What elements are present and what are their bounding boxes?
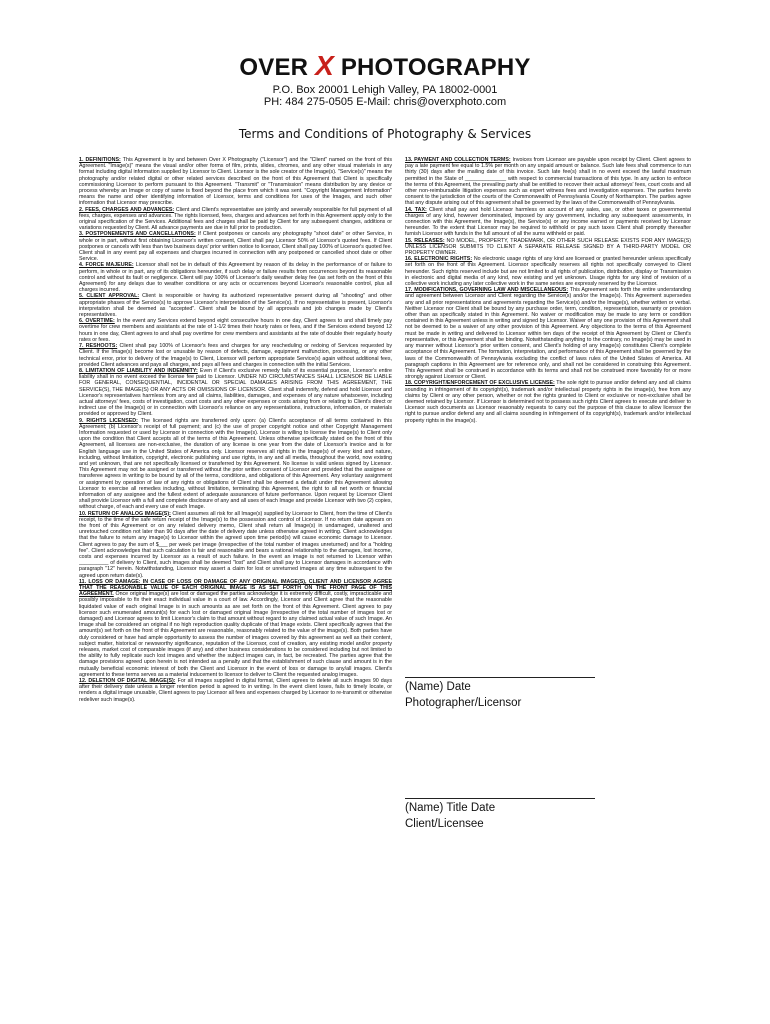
term-heading: 14. TAX:: [405, 206, 427, 213]
term-heading: 5. CLIENT APPROVAL:: [79, 293, 140, 300]
term-heading: 13. PAYMENT AND COLLECTION TERMS:: [405, 157, 511, 163]
term-heading: 3. POSTPONEMENTS AND CANCELLATIONS:: [79, 231, 196, 238]
term-body: This Agreement is by and between Over X Photography ("Licensor") and the "Client" named on the front of this Agreement. "Image(s)" means the visual and/or other forms of film, prints, slides, chromes, and any other visual materials in any format including digital information supplied by Licensor to Client. Licensor is the sole creator of the Image(s). "Service(s)" means the photography and/or related digital or other related services described on the front of this Agreement that Client is specifically commissioning Licensor to perform pursuant to this Agreement. "Transmit" or "Transmission" means distribution by any device or process whereby an Image or copy of same is fixed beyond the place from which it was sent. "Copyright Management Information" means the name and other identifying information of Licensor, terms and conditions for uses of the Images, and such other information that Licensor may prescribe.: [79, 157, 392, 207]
term-section: [79, 262, 392, 293]
term-body: Licensor shall not be in default of this Agreement by reason of its delay in the performance of or failure to perform, in whole or in part, any of its obligations hereunder, if such delay or failure results from occurrences beyond its reasonable control and without its fault or negligence. Client will pay 100% of Licensor's daily weather delay fee (as set forth on the front of this Agreement) for any delays due to weather conditions or any acts or occurrences beyond Licensor's reasonable control, plus all charges incurred.: [79, 262, 392, 294]
client-signature-line[interactable]: [405, 798, 595, 799]
brand-x-mark: X: [315, 50, 334, 81]
page-title: Terms and Conditions of Photography & Services: [238, 127, 532, 141]
term-section: [79, 678, 392, 703]
term-body: In the event any Services extend beyond eight consecutive hours in one day, Client agrees to and shall timely pay overtime for crew members and assistants at the rate of 1-1/2 times their hourly rates or fees, and if the Services extend beyond 12 hours in one day, Client agrees to and shall pay overtime for crew members and assistants at the rate of double their regularly hourly rates or fees.: [79, 318, 392, 343]
term-body: Invoices from Licensor are payable upon receipt by Client. Client agrees to pay a late payment fee equal to 1.5% per month on any unpaid amount or balance. Such late fees shall commence to run thirty (30) days after the mailing date of this invoice. Such late fee(s) shall in no event exceed the lawful maximum permitted in the State of ______________ with respect to commercial transactions of this type. In any action to enforce the terms of this Agreement, the prevailing party shall be entitled to recover their actual attorneys' fees, court costs and all other non-reimbursable litigation expenses such as expert witness fees and investigation expenses. The parties hereto consent to the jurisdiction of the courts of the Commonwealth of Pennsylvania County of Northampton. The parties agree that any dispute arising out of this agreement shall be governed by the laws of the Commonwealth of Pennsylvania.: [405, 157, 691, 207]
term-heading: 1. DEFINITIONS:: [79, 157, 121, 163]
term-body: The sole right to pursue and/or defend any and all claims sounding in infringement of its copyright(s), trademark and/or intellectual property rights in the image(s), free from any claims by Client or any other person, whether or not the rights granted to Client or exclusive or non-exclusive shall be deemed retained by Licensor. If Licensor is determined not to possess such rights Client agrees to execute and deliver to Licensor such documents as Licensor reasonably requests to carry out the purpose of this clause to allow licensor the right to pursue and/or defend any and all claims sounding in infringement of its copyright(s), trademark and/or intellectual property rights in the image(s).: [405, 380, 691, 424]
term-section: [79, 343, 392, 368]
term-heading: 11. LOSS OR DAMAGE: IN CASE OF LOSS OR DAMAGE OF ANY ORIGINAL IMAGE(S), CLIENT AND LICENSOR AGREE THAT THE REASONABLE VALUE OF EACH ORIGINAL IMAGE IS AS SET FORTH ON THE FRONT PAGE OF THIS AGREEMENT.: [79, 578, 392, 598]
term-section: [79, 231, 392, 262]
term-section: [405, 287, 691, 380]
postal-address: P.O. Box 20001 Lehigh Valley, PA 18002-0001: [272, 84, 498, 96]
term-body: Client assumes all risk for all Image(s) supplied by Licensor to Client, from the time of Client's receipt, to the time of the safe return receipt of the Image(s) to the possession and control of Licensor. If no return date appears on the front of this Agreement or on any related delivery memo, Client shall return all Image(s) in undamaged, unaltered and unretouched condition not later than 90 days after the date of delivery date unless otherwise agreed in writing. Client acknowledges that the failure to return any image(s) to Licensor within the agreed upon time period(s) will cause economic damage to Licensor. Client agrees to pay the sum of $___ per week per image (irrespective of the total number of images unreturned) and for a "holding fee". Client acknowledges that such calculation is fair and reasonable and bears a rational relationship to the damages, lost income, costs and expenses incurred by Licensor as a result of such failure. In the event an image is not returned to Licensor within __________ of delivery to Client, such images shall be deemed "lost" and Client shall pay to Licensor damages in accordance with paragraph "12" herein. Notwithstanding, Licensor may assert a claim for lost or unreturned images at any time subsequent to the agreed upon return date(s).: [79, 510, 392, 579]
term-body: This Agreement sets forth the entire understanding and agreement between Licensor and Client regarding the Service(s) and/or the Image(s). This Agreement supersedes any and all prior representations and agreements regarding the Service(s) and/or the Image(s), whether written or verbal. Neither Licensor nor Client shall be bound by any purchase order, term, condition, representation, warranty or provision other than as specifically stated in this Agreement. No waiver or modification may be made to any term or condition contained in this Agreement unless in writing and signed by Licensor. Waiver of any one provision of this Agreement shall not be deemed to be a waiver of any other provision of this Agreement. Any objections to the terms of this Agreement must be made in writing and delivered to Licensor within ten days of the receipt of this Agreement by Client or Client's representative, or this Agreement shall be binding. Notwithstanding anything to the contrary, no Image(s) may be used in any manner without Licensor's prior written consent, and Client's holding of any Image(s) constitutes Client's complete acceptance of this Agreement. The formation, interpretation, and performance of this Agreement shall be governed by the laws of the Commonwealth of Pennsylvania excluding the conflict of laws rules of the United States of America. All paragraph captions in this Agreement are for reference only, and shall not be considered in construing this Agreement. This Agreement shall be construed in accordance with its terms and shall not be construed more favorably for or more strongly against Licensor or Client.: [405, 287, 691, 381]
term-heading: 10. RETURN OF ANALOG IMAGE(S):: [79, 510, 171, 517]
term-heading: 9. RIGHTS LICENSED:: [79, 417, 138, 424]
term-body: For all images supplied in digital format, Client agrees to delete all such images 90 days after their delivery date unless a longer retention period is agreed to in writing. In the event client loses, fails to timely locate, or renders a digital image unusable, Client agrees to pay Licensor all fees and expenses charged by Licensor to re-transmit or otherwise redeliver such image(s).: [79, 678, 392, 703]
term-heading: 17. MODIFICATIONS, GOVERNING LAW AND MISCELLANEOUS:: [405, 287, 569, 294]
client-name-title-date-label: (Name) Title Date: [405, 802, 496, 814]
term-heading: 8. LIMITATION OF LIABILITY AND INDEMNITY:: [79, 367, 198, 374]
term-body: Even if Client's exclusive remedy fails of its essential purpose, Licensor's entire liability shall in no event exceed the license fee paid to Licensor. UNDER NO CIRCUMSTANCES SHALL LICENSOR BE LIABLE FOR GENERAL, CONSEQUENTIAL, INCIDENTAL OR SPECIAL DAMAGES ARISING FROM THIS AGREEMENT, THE SERVICE(S), THE IMAGE(S) OR ANY ACTS OR OMISSIONS OF LICENSOR. Client shall indemnify, defend and hold Licensor and Licensor's representatives harmless from any and all claims, liabilities, damages, and expenses of any nature whatsoever, including actual attorneys' fees, costs of investigation, court costs and any other expenses or costs arising from or relating to Client's direct or indirect use of the Image(s) or in connection with Licensor's reliance on any representations, instructions, information, or materials provided or approved by Client.: [79, 367, 392, 418]
term-body: Client is responsible or having its authorized representative present during all "shooting" and other appropriate phases of the Service(s) to approve Licensor's interpretation of the Service(s). If no representative is present, Licensor's interpretation shall be deemed as "accepted". Client shall be bound by all approvals and job changes made by Client's representatives.: [79, 293, 392, 319]
term-body: Client shall pay 100% of Licensor's fees and charges for any rescheduling or redoing of Services requested by Client. If the Image(s) become lost or unusable by reason of defects, damage, equipment malfunction, processing, or any other technical error, prior to delivery of the Image(s) to Client, Licensor will perform appropriate Service(s) again without additional fees, provided Client advances and pays all charges, and pays all fees and charges in connection with the initial Services.: [79, 343, 392, 368]
term-section: [405, 157, 691, 207]
term-heading: 12. DELETION OF DIGITAL IMAGE(S):: [79, 678, 176, 685]
term-body: NO MODEL, PROPERTY, TRADEMARK, OR OTHER SUCH RELEASE EXISTS FOR ANY IMAGE(S) UNLESS LICENSOR SUBMITS TO CLIENT A SEPARATE RELEASE SIGNED BY A THIRD-PARTY MODEL OR PROPERTY OWNER.: [405, 237, 691, 257]
term-heading: 2. FEES, CHARGES AND ADVANCES:: [79, 206, 175, 213]
term-section: [79, 207, 392, 232]
term-section: [405, 256, 691, 287]
client-signature-block: [405, 798, 605, 831]
terms-right-column: [405, 157, 691, 562]
term-section: [79, 318, 392, 343]
licensor-role-label: Photographer/Licensor: [405, 697, 522, 709]
brand-right: PHOTOGRAPHY: [333, 54, 531, 81]
term-heading: 4. FORCE MAJEURE:: [79, 262, 134, 269]
term-body: Client shall pay and hold Licensor harmless on account of any sales, use, or other taxes or governmental charges of any kind, however denominated, imposed by any government, including any subsequent assessments, in connection with this Agreement, the Image(s), the Service(s) or any income earned or payments received by Licensor hereunder. To the extent that Licensor may be required to withhold or pay such taxes Client shall promptly thereafter furnish Licensor with funds in the full amount of all the sums withheld or paid.: [405, 206, 691, 238]
term-section: [79, 418, 392, 511]
client-role-label: Client/Licensee: [405, 818, 484, 830]
term-heading: 6. OVERTIME:: [79, 318, 115, 325]
term-heading: 16. ELECTRONIC RIGHTS:: [405, 256, 473, 263]
address-block: [0, 84, 770, 108]
term-body: The licensed rights are transferred only upon: (a) Client's acceptance of all terms contained in this Agreement; (b) Licensor's receipt of full payment; and (c) the use of proper copyright notice and other Copyright Management Information requested or used by Licensor in connection with the Image(s). Licensor is willing to license the Image(s) to Client only upon the condition that Client accepts all of the terms of this Agreement. Unless otherwise specifically stated on the front of this Agreement, all licenses are non-exclusive, the duration of any license is one year from the date of Licensor's invoice and is for English language use in the United States of America only. Licensor reserves all rights in the Image(s) of every kind and nature, including, without limitation, copyright, electronic publishing and use rights, in any and all media, throughout the world, now existing and yet unknown, that are not specifically licensed or transferred by this Agreement. No license is valid unless signed by Licensor. This Agreement may not be assigned or transferred without the prior written consent of Licensor and provided that the assignee or transferee agrees in writing to be bound by all of the terms, conditions, and obligations of this Agreement. Any voluntary assignment or assignment by operation of law of any rights or obligations of Client shall be deemed a default under this Agreement allowing Licensor to exercise all remedies including, without limitation, terminating this Agreement, the right to all net worth or financial information of any assignee and the fullest extent of adequate assurances of future performance. Upon request by Licensor Client shall provide Licensor with a full and complete disclosure of any and all uses of each Image and provide Licensor with two (2) copies, without charge, of each and every use of each Image.: [79, 417, 392, 511]
term-section: [405, 380, 691, 423]
term-section: [79, 157, 392, 207]
term-section: [79, 293, 392, 318]
term-section: [405, 238, 691, 257]
term-heading: 7. RESHOOTS:: [79, 343, 118, 350]
term-section: [79, 579, 392, 678]
brand-left: OVER: [239, 54, 316, 81]
term-section: [79, 511, 392, 579]
term-body: If Client postpones or cancels any photography "shoot date" or other Service, in whole or in part, without first obtaining Licensor's written consent, Client shall pay Licensor 50% of Licensor's quoted fees. If Client postpones or cancels with less than two business days' prior written notice to licensor, Client shall pay 100% of Licensor's quoted fee. Client shall in any event pay all expenses and charges incurred in connection with any postponed or cancelled shoot date or other Service.: [79, 231, 392, 263]
term-body: Client and Client's representative are jointly and severally responsible for full payment of all fees, charges, expenses and advances. The rights licensed, fees, charges and advances set forth in this Agreement apply only to the original specification of the Services. Additional fees and charges shall be paid by Client for any subsequent changes, additions or variations requested by Client. All advance payments are due in full prior to production.: [79, 206, 392, 232]
terms-left-column: [79, 157, 392, 957]
term-heading: 15. RELEASES:: [405, 237, 445, 244]
licensor-signature-block: [405, 677, 605, 710]
contact-info: PH: 484 275-0505 E-Mail: chris@overxphoto.com: [263, 96, 507, 108]
term-body: No electronic usage rights of any kind are licensed or granted hereunder unless specifically set forth on the front of this Agreement. Licensor specifically reserves all rights not specifically conveyed to Client hereunder. Such rights reserved include but are not limited to all rights of publication, distribution, display or Transmission in electronic and digital media of any kind, now existing and yet unknown. Usage rights for any kind of revision of a collective work including any later collective work in the same series are expressly reserved by the Licensor.: [405, 256, 691, 288]
brand-logo: [0, 50, 770, 82]
licensor-name-date-label: (Name) Date: [405, 681, 471, 693]
term-heading: 18. COPYRIGHT/ENFORCEMENT OF EXCLUSIVE LICENSE:: [405, 380, 555, 387]
licensor-signature-line[interactable]: [405, 677, 595, 678]
term-section: [405, 207, 691, 238]
term-section: [79, 368, 392, 418]
term-body: Once original image(s) are lost or damaged the parties acknowledge it is extremely difficult, costly, impracticable and possibly impossible to fix their exact individual value in a court of law. Accordingly, Licensor and Client agree that the reasonable liquidated value of each original Image is in such amounts as are set forth on the front of this Agreement. Client agrees to pay licensor such enumerated amount(s) for each lost or damaged original Image (irrespective of the total number of images lost or damaged) and Licensor agrees to limit Licensor's claim to that amount without regard to any claimed actual value of such Image. An Image shall be considered an original if no high reproduction quality duplicate of that Image exists. Client specifically agrees that the amount(s) set forth on the front of this Agreement are reasonable, reasonably related to the value of the image(s). Both parties have duly considered or have had ample opportunity to assess the number of images covered by this agreement as well as their content, subject matter, historical or newsworthy significance, reputation of the Licensor, cost of creation, any existing model and/or property releases, market cost of comparable images (if any) and other business considerations to be considered including but not limited to the ability to fully replicate such lost images and whether the subject images can, in fact, be recreated. The parties agree that the damage provisions agreed upon herein is not intended as a penalty and that the establishment of such clause and amount is in the mutually beneficial economic interest of both the Client and Licensor in the event of loss or damage to any/all images. Client's agreement to these terms serves as a material inducement to licensor to deliver to Client the requested analog images.: [79, 591, 392, 678]
